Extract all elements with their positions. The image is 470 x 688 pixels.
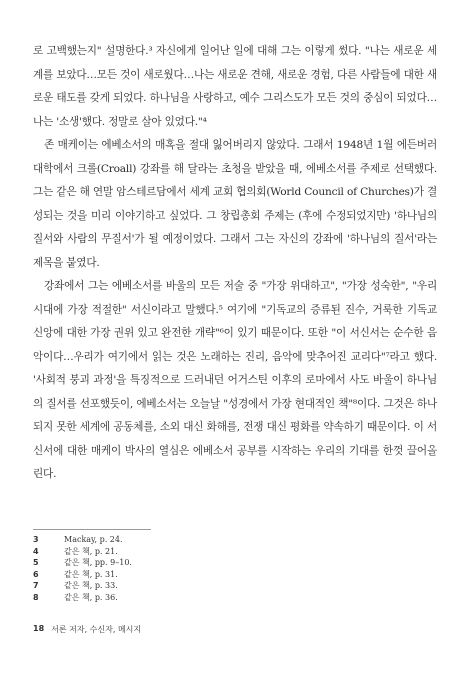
footnote-text: 같은 책, p. 31.: [64, 569, 118, 579]
footnote-7: [33, 580, 333, 592]
footnote-divider: [33, 529, 151, 530]
paragraph-3: 강좌에서 그는 에베소서를 바울의 모든 저술 중 "가장 위대하고", "가장 성숙한", "우리 시대에 가장 적절한" 서신이라고 말했다.⁵ 여기에 "기독교의 증류된 진수, 거룩한 기독교 신앙에 대한 가장 권위 있고 완전한 개략"⁶이 있기 때문이다. 또한 "이 서신서는 순수한 음악이다…우리가 여기에서 읽는 것은 노래하는 진리, 음악에 맞추어진 교리다"⁷라고 했다. '사회적 붕괴 과정'을 특징적으로 드러내던 어거스틴 이후의 로마에서 사도 바울이 하나님의 질서를 선포했듯이, 에베소서는 오늘날 "성경에서 가장 현대적인 책"⁸이다. 그것은 하나 되지 못한 세계에 공동체를, 소외 대신 화해를, 전쟁 대신 평화를 약속하기 때문이다. 이 서신서에 대한 매케이 박사의 열심은 에베소서 공부를 시작하는 우리의 기대를 한껏 끌어올린다.: [33, 280, 437, 480]
paragraph-1: 로 고백했는지" 설명한다.³ 자신에게 일어난 일에 대해 그는 이렇게 썼다. "나는 새로운 세계를 보았다…모든 것이 새로웠다…나는 새로운 견해, 새로운 경험, 다른 사람들에 대한 새로운 태도를 갖게 되었다. 하나님을 사랑하고, 예수 그리스도가 모든 것의 중심이 되었다…나는 '소생'했다. 정말로 살아 있었다."⁴: [33, 45, 437, 128]
footnote-6: [33, 569, 333, 581]
footnote-4: [33, 546, 333, 558]
paragraph-2: 존 매케이는 에베소서의 매혹을 절대 잃어버리지 않았다. 그래서 1948년 1월 에든버러 대학에서 크롤(Croall) 강좌를 해 달라는 초청을 받았을 때, 에베소서를 주제로 선택했다. 그는 같은 해 연말 암스테르담에서 세계 교회 협의회(World Council of Churches)가 결성되는 것을 미리 이야기하고 싶었다. 그 창립총회 주제는 (후에 수정되었지만) '하나님의 질서와 사람의 무질서'가 될 예정이었다. 그래서 그는 자신의 강좌에 '하나님의 질서'라는 제목을 붙였다.: [33, 139, 437, 269]
page-footer: [33, 624, 141, 635]
footnote-5: [33, 557, 333, 569]
footnote-8: [33, 592, 333, 604]
footnote-number: 4: [33, 546, 39, 556]
footnote-number: 8: [33, 592, 39, 602]
footnote-number: 6: [33, 569, 39, 579]
footnote-number: 3: [33, 535, 39, 544]
footnote-text: Mackay, p. 24.: [64, 535, 123, 544]
footnote-number: 5: [33, 558, 39, 568]
body-text: [33, 40, 437, 487]
footnotes: [33, 534, 333, 604]
footnote-text: 같은 책, p. 33.: [64, 581, 118, 591]
running-title: 서론 저자, 수신자, 메시지: [51, 625, 142, 634]
footnote-text: 같은 책, pp. 9–10.: [64, 558, 132, 568]
footnote-3: [33, 534, 333, 546]
footnote-text: 같은 책, p. 21.: [64, 546, 118, 556]
footnote-number: 7: [33, 581, 39, 591]
page-number: 18: [33, 624, 45, 633]
footnote-text: 같은 책, p. 36.: [64, 592, 118, 602]
